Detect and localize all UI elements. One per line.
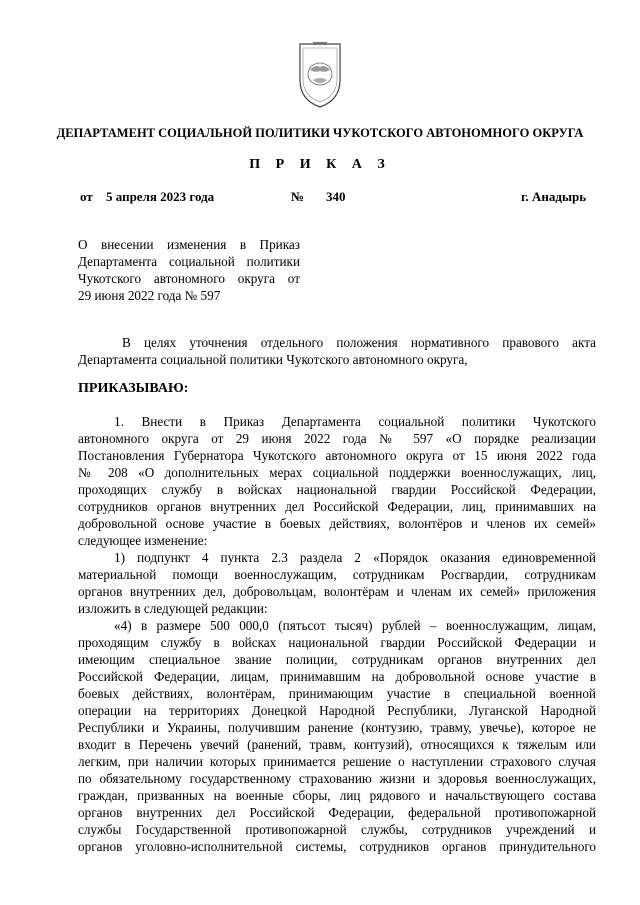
order-subject [78, 236, 300, 304]
paragraph-line: органов внутренних дел, добровольцам, волонтёрам и членам их семей» приложения [78, 584, 596, 599]
department-name: ДЕПАРТАМЕНТ СОЦИАЛЬНОЙ ПОЛИТИКИ ЧУКОТСКОГО АВТОНОМНОГО ОКРУГА [56, 126, 584, 140]
paragraph-line: материальной помощи военнослужащим, сотрудникам Росгвардии, сотрудникам [78, 567, 596, 582]
paragraph-line: 1) подпункт 4 пункта 2.3 раздела 2 «Порядок оказания единовременной [114, 550, 596, 565]
paragraph-line: службы Государственной противопожарной службы, сотрудников учреждений и [78, 822, 596, 837]
subject-line: Департамента социальной политики [78, 254, 300, 269]
preamble-line: В целях уточнения отдельного положения нормативного правового акта [122, 335, 596, 350]
date-from-label: от [80, 189, 93, 204]
order-title: П Р И К А З [249, 157, 391, 172]
subject-line: О внесении изменения в Приказ [78, 237, 300, 252]
paragraph-line: имеющим специальное звание полиции, сотрудникам органов внутренних дел [78, 652, 596, 667]
paragraph-line: боевых действиях, волонтёрам, принимающим участие в специальной военной [78, 686, 596, 701]
order-directive: ПРИКАЗЫВАЮ: [78, 381, 189, 396]
paragraph-line: операции на территориях Донецкой Народной Республики, Луганской Народной [78, 703, 596, 718]
subject-line: 29 июня 2022 года № 597 [78, 288, 221, 303]
paragraph-line: органов уголовно-исполнительной системы, сотрудников органов принудительного [78, 839, 596, 854]
paragraph-line: Российской Федерации, лицам, принимавшим на добровольной основе участие в [78, 669, 596, 684]
paragraph-line: сотрудников органов внутренних дел Российской Федерации, лиц, принимавших на [78, 499, 596, 514]
order-date: 5 апреля 2023 года [106, 189, 215, 204]
paragraph-line: органов внутренних дел Российской Федерации, федеральной противопожарной [78, 805, 596, 820]
subject-line: Чукотского автономного округа от [78, 271, 300, 286]
coat-of-arms-icon [297, 40, 343, 110]
paragraph-line: проходящих службу в войсках национальной гвардии Российской Федерации, [78, 482, 596, 497]
paragraph-line: по обязательному государственному страхованию жизни и здоровья военнослужащих, [78, 771, 596, 786]
paragraph-line: автономного округа от 29 июня 2022 года № 597 «О порядке реализации [78, 431, 596, 446]
paragraph-line: следующее изменение: [78, 533, 208, 548]
paragraph-line: граждан, призванных на военные сборы, лиц рядового и начальствующего состава [78, 788, 596, 803]
order-body [78, 334, 596, 855]
city: г. Анадырь [521, 189, 587, 204]
paragraph-line: Республики и Украины, получившим ранение (контузию, травму, увечье), которое не [78, 720, 596, 735]
paragraph-line: легким, при наличии которых принимается решение о наступлении страхового случая [78, 754, 596, 769]
paragraph-line: добровольной основе участие в боевых действиях, волонтёров и членов их семей» [78, 516, 596, 531]
paragraph-line: проходящим службу в войсках национальной гвардии Российской Федерации и [78, 635, 596, 650]
order-number: 340 [326, 189, 346, 204]
paragraph-line: № 208 «О дополнительных мерах социальной поддержки военнослужащих, лиц, [78, 465, 596, 480]
preamble-line: Департамента социальной политики Чукотского автономного округа, [78, 352, 468, 367]
paragraph-line: 1. Внести в Приказ Департамента социальной политики Чукотского [114, 414, 596, 429]
paragraph-line: «4) в размере 500 000,0 (пятьсот тысяч) рублей – военнослужащим, лицам, [114, 618, 596, 633]
paragraph-line: входит в Перечень увечий (ранений, травм, контузий), относящихся к тяжелым или [78, 737, 596, 752]
paragraph-line: изложить в следующей редакции: [78, 601, 268, 616]
paragraph-line: Постановления Губернатора Чукотского автономного округа от 15 июня 2022 года [78, 448, 596, 463]
order-number-label: № [291, 189, 305, 204]
